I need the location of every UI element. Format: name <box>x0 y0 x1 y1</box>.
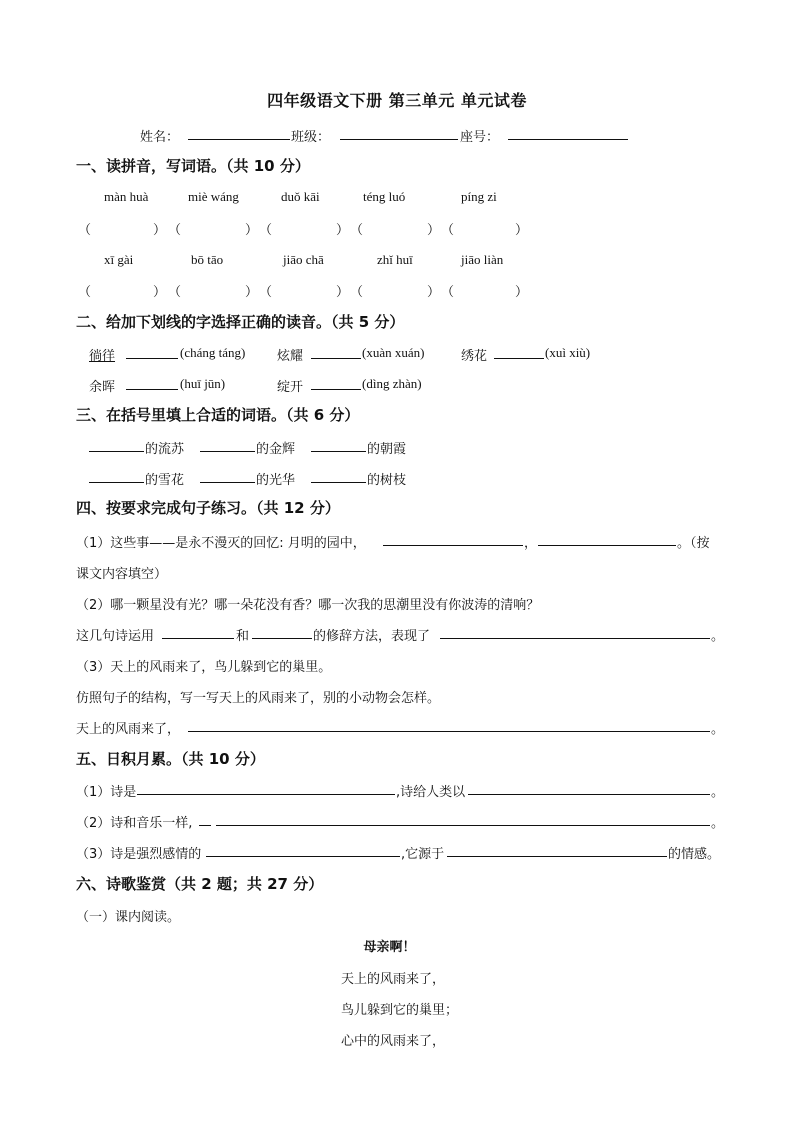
paren-open: （ <box>78 223 92 238</box>
question-text: ,它源于 <box>401 847 445 862</box>
answer-blank[interactable] <box>137 782 395 795</box>
paren-close: ） <box>245 223 259 238</box>
phrase: 的金辉 <box>256 442 296 457</box>
class-label: 班级： <box>291 130 331 145</box>
question-text: 的情感。 <box>668 847 721 862</box>
pinyin-item: bō tāo <box>191 252 224 267</box>
pinyin-item: duǒ kāi <box>281 189 320 204</box>
question-text: 。（按 <box>677 536 710 551</box>
answer-blank[interactable] <box>311 346 361 359</box>
subsection-label: （一）课内阅读。 <box>76 910 181 925</box>
class-field[interactable] <box>340 127 458 140</box>
poem-line: 天上的风雨来了， <box>341 972 446 987</box>
punct: 。 <box>711 629 725 644</box>
word: 徜徉 <box>89 349 116 364</box>
pinyin-item: xī gài <box>104 252 134 267</box>
punct: 。 <box>711 722 725 737</box>
answer-blank[interactable] <box>126 346 178 359</box>
phrase: 的流苏 <box>145 442 185 457</box>
answer-blank[interactable] <box>216 813 710 826</box>
punct: 。 <box>711 785 725 800</box>
section-5-heading: 五、日积月累。（共 10 分） <box>76 750 265 768</box>
pinyin-item: jiāo liàn <box>461 252 504 267</box>
paren-close: ） <box>153 223 167 238</box>
answer-blank[interactable] <box>311 439 366 452</box>
answer-blank[interactable] <box>162 626 234 639</box>
pinyin-item: zhǐ huī <box>377 252 413 267</box>
seat-label: 座号： <box>460 130 500 145</box>
question-text: （3）天上的风雨来了，鸟儿躲到它的巢里。 <box>76 660 332 675</box>
paren-open: （ <box>259 285 273 300</box>
answer-blank[interactable] <box>538 533 676 546</box>
question-text: 课文内容填空） <box>76 567 168 582</box>
answer-blank[interactable] <box>126 377 178 390</box>
question-text: 的修辞方法，表现了 <box>313 629 431 644</box>
paren-open: （ <box>168 285 182 300</box>
section-4-heading: 四、按要求完成句子练习。（共 12 分） <box>76 499 340 517</box>
paren-open: （ <box>350 285 364 300</box>
phrase: 的树枝 <box>367 473 407 488</box>
poem <box>0 936 794 955</box>
word: 绽开 <box>277 380 304 395</box>
answer-blank[interactable] <box>206 844 400 857</box>
answer-blank[interactable] <box>311 470 366 483</box>
pinyin-item: téng luó <box>363 189 406 204</box>
section-2-heading: 二、给加下划线的字选择正确的读音。（共 5 分） <box>76 313 405 331</box>
paren-open: （ <box>168 223 182 238</box>
answer-blank[interactable] <box>199 813 211 826</box>
answer-blank[interactable] <box>468 782 710 795</box>
punct: ， <box>524 536 538 551</box>
word: 余晖 <box>89 380 116 395</box>
poem-title: 母亲啊！ <box>363 940 416 955</box>
question-text: （2）诗和音乐一样, <box>76 816 193 831</box>
pinyin-item: píng zi <box>461 189 497 204</box>
word: 炫耀 <box>277 349 304 364</box>
paren-close: ） <box>336 285 350 300</box>
paren-open: （ <box>259 223 273 238</box>
paren-close: ） <box>245 285 259 300</box>
paren-open: （ <box>441 285 455 300</box>
question-text: （2）哪一颗星没有光？哪一朵花没有香？哪一次我的思潮里没有你波涛的清响？ <box>76 598 540 613</box>
section-3-heading: 三、在括号里填上合适的词语。（共 6 分） <box>76 406 360 424</box>
paren-open: （ <box>78 285 92 300</box>
page-title: 四年级语文下册 第三单元 单元试卷 <box>267 91 527 110</box>
question-text: 仿照句子的结构，写一写天上的风雨来了，别的小动物会怎样。 <box>76 691 441 706</box>
answer-blank[interactable] <box>188 719 710 732</box>
answer-blank[interactable] <box>252 626 312 639</box>
answer-blank[interactable] <box>89 439 144 452</box>
paren-close: ） <box>153 285 167 300</box>
question-text: （1）诗是 <box>76 785 137 800</box>
question-text: 天上的风雨来了， <box>76 722 181 737</box>
name-field[interactable] <box>188 127 290 140</box>
phrase: 的光华 <box>256 473 296 488</box>
paren-open: （ <box>350 223 364 238</box>
phrase: 的朝霞 <box>367 442 407 457</box>
punct: 。 <box>711 816 725 831</box>
pinyin-item: jiāo chā <box>283 252 324 267</box>
options: (huī jūn) <box>180 376 226 391</box>
question-text: 这几句诗运用 <box>76 629 155 644</box>
options: (xuàn xuán) <box>362 345 425 360</box>
answer-blank[interactable] <box>440 626 710 639</box>
paren-close: ） <box>427 285 441 300</box>
paren-close: ） <box>515 223 529 238</box>
options: (dìng zhàn) <box>362 376 422 391</box>
pinyin-item: màn huà <box>104 189 149 204</box>
section-1-heading: 一、读拼音，写词语。（共 10 分） <box>76 157 310 175</box>
question-text: （3）诗是强烈感情的 <box>76 847 202 862</box>
answer-blank[interactable] <box>447 844 667 857</box>
question-text: 和 <box>236 629 250 644</box>
answer-blank[interactable] <box>311 377 361 390</box>
phrase: 的雪花 <box>145 473 185 488</box>
options: (xuì xiù) <box>545 345 591 360</box>
answer-blank[interactable] <box>89 470 144 483</box>
name-label: 姓名： <box>140 130 180 145</box>
question-text: ,诗给人类以 <box>396 785 466 800</box>
word: 绣花 <box>461 349 488 364</box>
paren-close: ） <box>515 285 529 300</box>
section-6-heading: 六、诗歌鉴赏（共 2 题；共 27 分） <box>76 875 324 893</box>
answer-blank[interactable] <box>200 470 255 483</box>
poem-line: 鸟儿躲到它的巢里； <box>341 1003 459 1018</box>
paren-close: ） <box>427 223 441 238</box>
pinyin-item: miè wáng <box>188 189 239 204</box>
answer-blank[interactable] <box>200 439 255 452</box>
paren-close: ） <box>336 223 350 238</box>
poem-line: 心中的风雨来了， <box>341 1034 446 1049</box>
options: (cháng táng) <box>180 345 246 360</box>
question-text: （1）这些事——是永不漫灭的回忆: 月明的园中， <box>76 536 366 551</box>
answer-blank[interactable] <box>383 533 523 546</box>
seat-field[interactable] <box>508 127 628 140</box>
answer-blank[interactable] <box>494 346 544 359</box>
paren-open: （ <box>441 223 455 238</box>
